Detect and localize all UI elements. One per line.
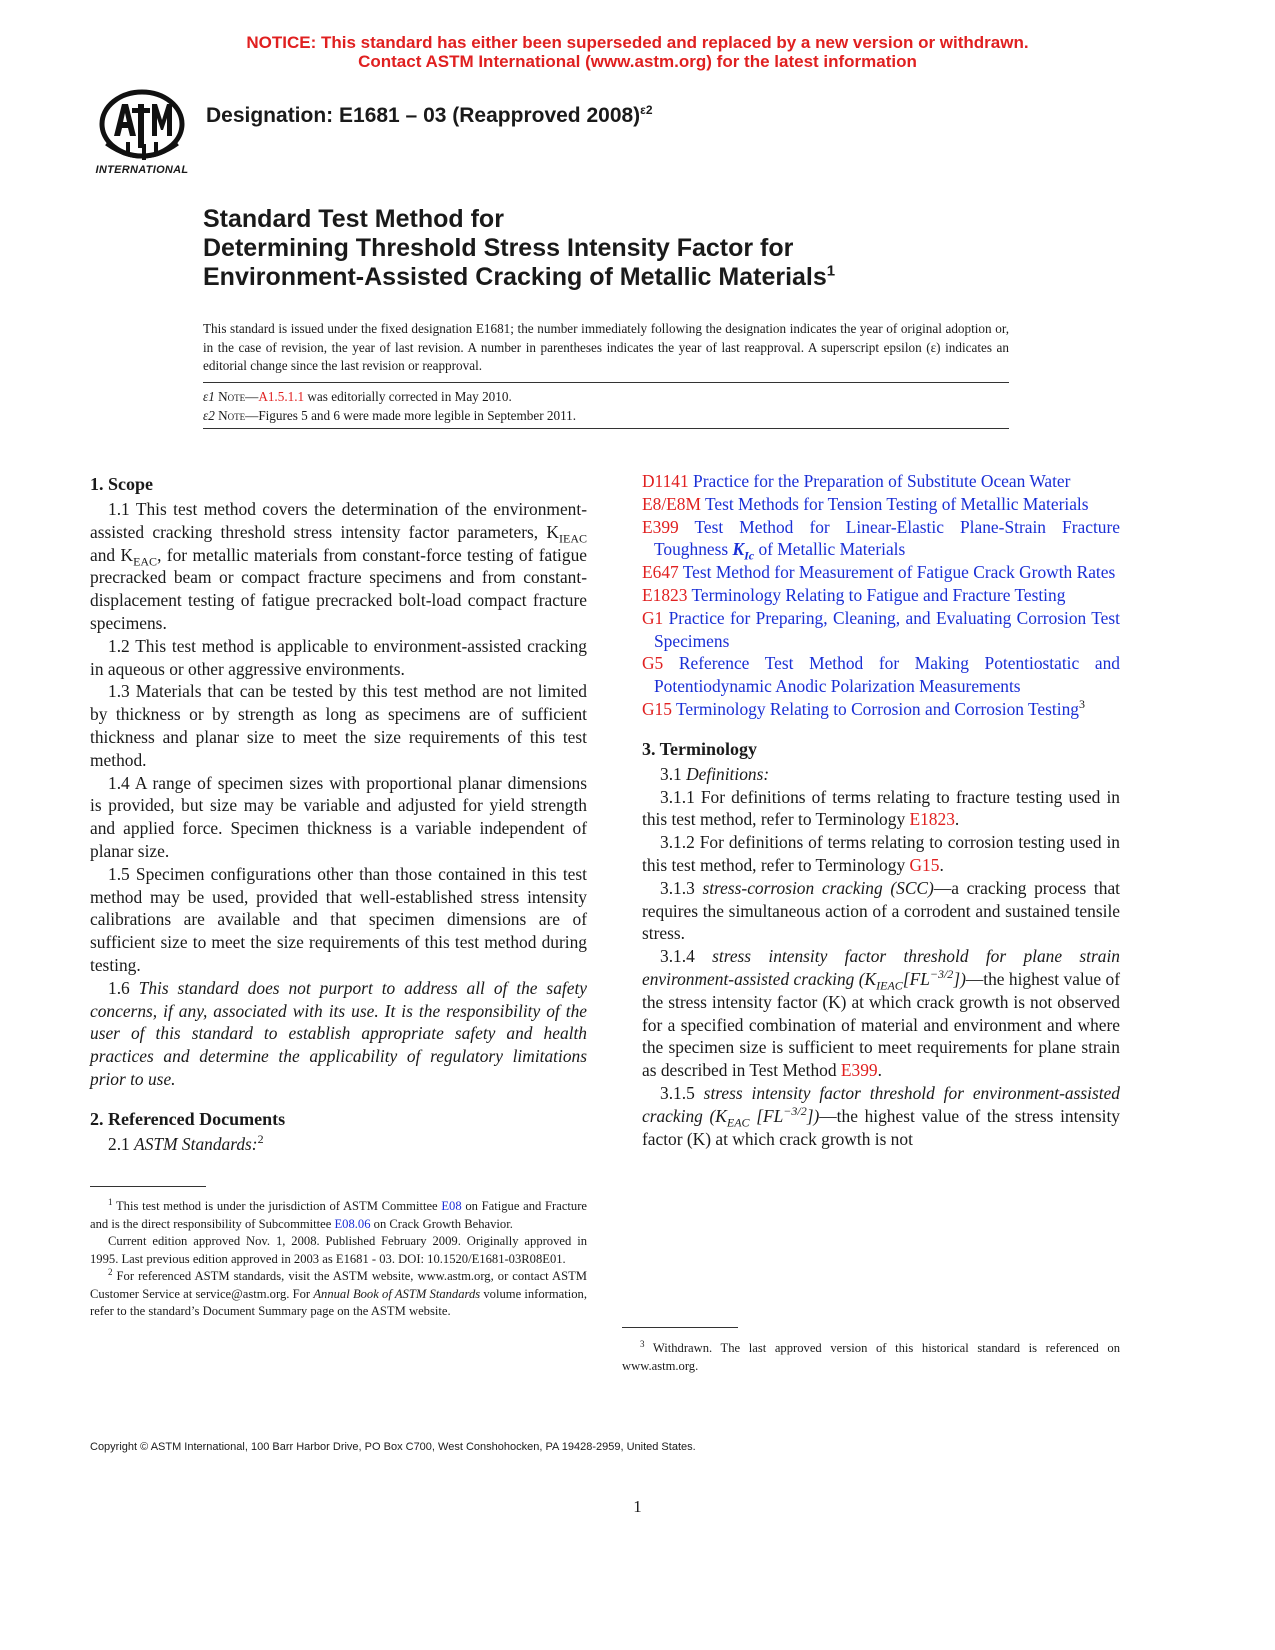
notice-line-1: NOTICE: This standard has either been superseded and replaced by a new version or withdrawn.: [246, 33, 1029, 52]
title-line-2: Determining Threshold Stress Intensity Factor for: [203, 234, 794, 262]
paragraph-1-4: 1.4 A range of specimen sizes with proportional planar dimensions is provided, but size may be variable and adjusted for yield strength and applied force. Specimen thickness is a variable independent of planar size.: [90, 772, 587, 861]
reference-item[interactable]: G5 Reference Test Method for Making Potentiostatic and Potentiodynamic Anodic Polarization Measurements: [642, 653, 1120, 697]
copyright-line: Copyright © ASTM International, 100 Barr Harbor Drive, PO Box C700, West Conshohocken, PA 19428-2959, United States.: [90, 1441, 696, 1453]
divider-bottom: [203, 428, 1009, 429]
reference-item[interactable]: E1823 Terminology Relating to Fatigue and Fracture Testing: [642, 584, 1066, 605]
designation-text: Designation: E1681 – 03 (Reapproved 2008): [206, 104, 641, 127]
page-number: 1: [633, 1497, 642, 1516]
note-2-mark: ε2: [203, 407, 215, 423]
title-line-1: Standard Test Method for: [203, 205, 504, 233]
left-column: [90, 470, 587, 1156]
reference-item[interactable]: G1 Practice for Preparing, Cleaning, and Evaluating Corrosion Test Specimens: [642, 607, 1120, 651]
paragraph-1-1: 1.1 This test method covers the determination of the environment-assisted cracking threshold stress intensity factor parameters, $K_{IEAC}$ and $K_{EAC}$, for metallic materials from constant-force testing of fatigue precracked beam or compact fracture specimens and from constant-displacement testing of fatigue precracked bolt-load compact fracture specimens.: [90, 499, 587, 633]
footnote-2: $^2$ For referenced ASTM standards, visit the ASTM website, www.astm.org, or contact ASTM Customer Service at service@astm.org. For Annual Book of ASTM Standards volume information, refer to the standard’s Document Summary page on the ASTM website.: [90, 1266, 587, 1318]
reference-item[interactable]: E8/E8M Test Methods for Tension Testing of Metallic Materials: [642, 493, 1089, 514]
paragraph-1-2: 1.2 This test method is applicable to environment-assisted cracking in aqueous or other aggressive environments.: [90, 635, 587, 679]
title-line-3: Environment-Assisted Cracking of Metallic Materials: [203, 263, 827, 291]
reference-item[interactable]: E399 Test Method for Linear-Elastic Plane-Strain Fracture Toughness $K_{Ic}$ of Metallic Materials: [642, 516, 1120, 563]
link-e399[interactable]: E399: [840, 1060, 878, 1081]
right-column: [642, 470, 1120, 1150]
paragraph-3-1-2: 3.1.2 For definitions of terms relating to corrosion testing used in this test method, refer to Terminology G15.: [642, 832, 1120, 875]
logo-caption: INTERNATIONAL: [95, 164, 189, 176]
note-2-text: —Figures 5 and 6 were made more legible in September 2011.: [245, 407, 577, 423]
paragraph-2-1: 2.1 ASTM Standards:$^2$: [108, 1131, 264, 1154]
link-e08[interactable]: E08: [441, 1199, 462, 1213]
footnote-rule-left: [90, 1186, 206, 1187]
footnotes-right: [622, 1340, 1120, 1375]
paragraph-3-1: 3.1 Definitions:: [660, 763, 770, 784]
document-title: [203, 205, 835, 292]
reference-item[interactable]: D1141 Practice for the Preparation of Substitute Ocean Water: [642, 471, 1071, 491]
footnote-1: $^1$ This test method is under the jurisdiction of ASTM Committee E08 on Fatigue and Fracture and is the direct responsibility of Subcommittee E08.06 on Crack Growth Behavior.: [90, 1196, 587, 1231]
paragraph-1-3: 1.3 Materials that can be tested by this test method are not limited by thickness or by strength as long as specimens are of sufficient thickness and planar size to meet the size requirements of this test method.: [90, 681, 587, 770]
link-e1823[interactable]: E1823: [909, 809, 955, 830]
footnote-1-edition: Current edition approved Nov. 1, 2008. Published February 2009. Originally approved in 1995. Last previous edition approved in 2003 as E1681 - 03. DOI: 10.1520/E1681-03R08E01.: [90, 1234, 587, 1266]
paragraph-3-1-5: 3.1.5 stress intensity factor threshold for environment-assisted cracking ($K_{EAC}$ $[FL^{-3/2}])—the$ highest value of the stress intensity factor (K) at which crack growth is not: [642, 1082, 1120, 1149]
editorial-note-1: ε1 Note—A1.5.1.1 was editorially corrected in May 2010.: [203, 389, 512, 404]
preamble: This standard is issued under the fixed designation E1681; the number immediately following the designation indicates the year of original adoption or, in the case of revision, the year of last revision. A number in parentheses indicates the year of last reapproval. A superscript epsilon (ε) indicates an editorial change since the last revision or reapproval.: [203, 321, 1009, 373]
paragraph-3-1-4: 3.1.4 stress intensity factor threshold for plane strain environment-assisted cracking $(K_{IEAC}[FL^{-3/2}])—the$ highest value of the stress intensity factor (K) at which crack growth is not observed for a specified combination of material and environment and where the specimen size is sufficient to meet requirements for plane strain as described in Test Method E399.: [642, 946, 1121, 1081]
astm-logo: [92, 86, 192, 182]
title-footnote-mark: 1: [826, 262, 836, 280]
paragraph-3-1-1: 3.1.1 For definitions of terms relating to fracture testing used in this test method, refer to Terminology E1823.: [642, 786, 1120, 830]
paragraph-3-1-3: 3.1.3 stress-corrosion cracking (SCC)—a cracking process that requires the simultaneous action of a corrodent and sustained tensile stress.: [642, 877, 1120, 944]
section-heading-terminology: 3. Terminology: [642, 738, 758, 759]
reference-item[interactable]: E647 Test Method for Measurement of Fatigue Crack Growth Rates: [642, 562, 1116, 583]
paragraph-1-6: 1.6 This standard does not purport to address all of the safety concerns, if any, associated with its use. It is the responsibility of the user of this standard to establish appropriate safety and health practices and determine the applicability of regulatory limitations prior to use.: [90, 977, 587, 1089]
note-1-text: was editorially corrected in May 2010.: [304, 389, 512, 404]
note-1-mark: ε1: [203, 389, 215, 404]
reference-item[interactable]: G15 Terminology Relating to Corrosion and Corrosion Testing$^3$: [642, 697, 1085, 719]
editorial-notes: [203, 388, 576, 425]
reference-list: [642, 470, 1120, 721]
designation-superscript: ε2: [640, 103, 653, 117]
notice-line-2: Contact ASTM International (www.astm.org) for the latest information: [358, 52, 917, 71]
note-1-link[interactable]: A1.5.1.1: [258, 389, 305, 404]
designation: [206, 104, 653, 128]
link-g15[interactable]: G15: [909, 854, 940, 875]
footnote-3: $^3$ Withdrawn. The last approved version of this historical standard is referenced on www.astm.org.: [622, 1338, 1120, 1373]
footnotes-left: [90, 1198, 587, 1321]
supersede-notice: [0, 33, 1275, 71]
editorial-note-2: [203, 407, 576, 426]
divider-top: [203, 382, 1009, 383]
paragraph-1-5: 1.5 Specimen configurations other than those contained in this test method may be used, provided that well-established stress intensity calibrations are available and that specimen dimensions are of sufficient size to meet the size requirements of this test method during testing.: [90, 863, 587, 975]
footnote-rule-right: [622, 1327, 738, 1328]
note-1-label: Note: [218, 389, 246, 404]
section-heading-scope: 1. Scope: [90, 474, 153, 494]
section-heading-referenced: 2. Referenced Documents: [90, 1108, 286, 1129]
link-e08-06[interactable]: E08.06: [334, 1216, 371, 1231]
note-2-label: Note: [218, 407, 246, 423]
